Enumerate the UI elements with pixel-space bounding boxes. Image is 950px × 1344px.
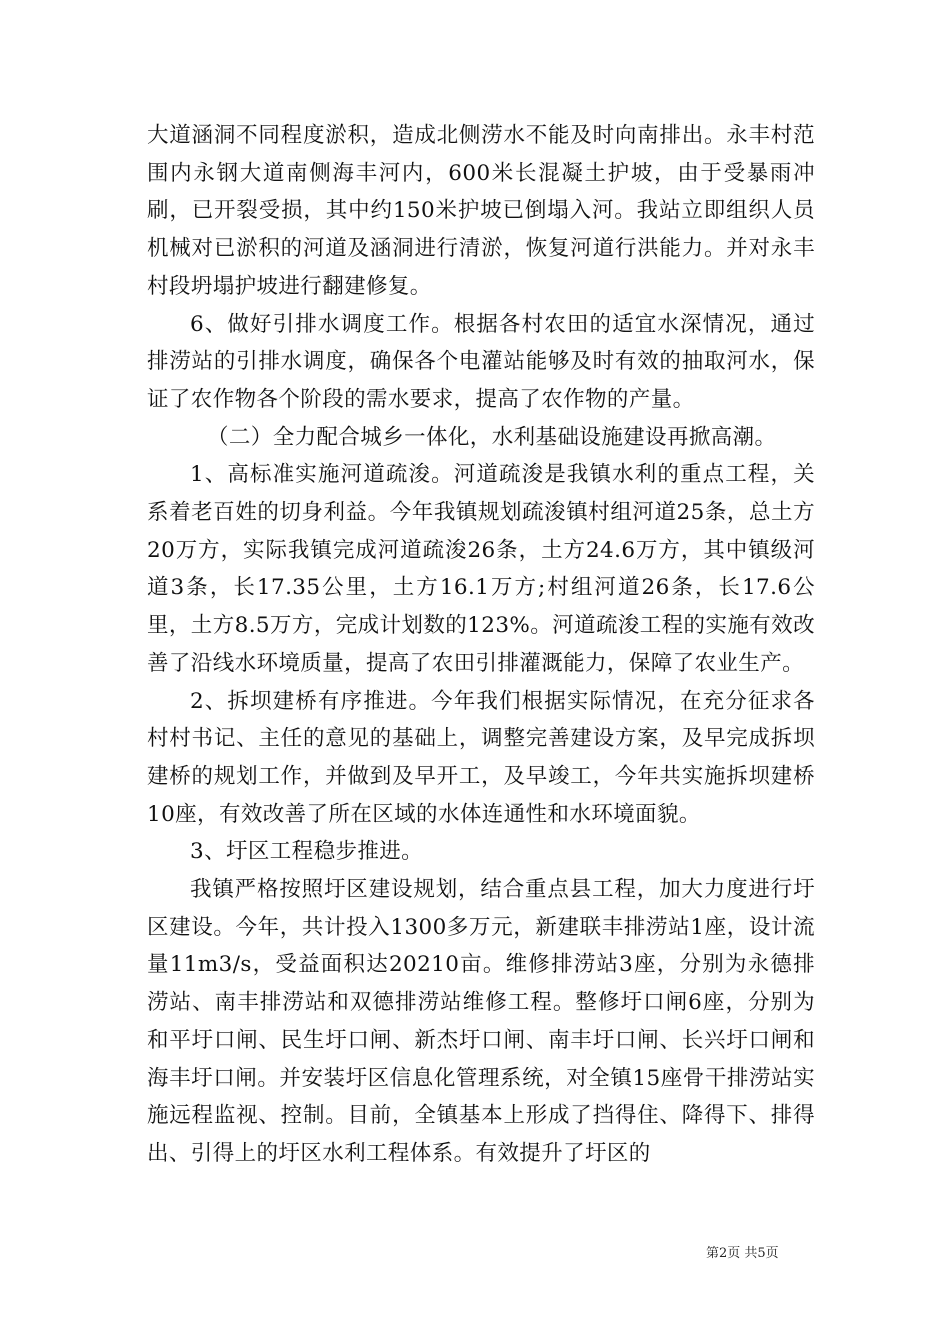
paragraph-item-1: 1、高标准实施河道疏浚。河道疏浚是我镇水利的重点工程，关系着老百姓的切身利益。今年我镇规划疏浚镇村组河道25条，总土方20万方，实际我镇完成河道疏浚26条，土方24.6万方，其中镇级河道3条，长17.35公里，土方16.1万方;村组河道26条，长17.6公里，土方8.5万方，完成计划数的123%。河道疏浚工程的实施有效改善了沿线水环境质量，提高了农田引排灌溉能力，保障了农业生产。 [147, 462, 815, 676]
paragraph-continued: 大道涵洞不同程度淤积，造成北侧涝水不能及时向南排出。永丰村范围内永钢大道南侧海丰河内，600米长混凝土护坡，由于受暴雨冲刷，已开裂受损，其中约150米护坡已倒塌入河。我站立即组织人员机械对已淤积的河道及涵洞进行清淤，恢复河道行洪能力。并对永丰村段坍塌护坡进行翻建修复。 [147, 123, 815, 299]
paragraph-item-3-body: 我镇严格按照圩区建设规划，结合重点县工程，加大力度进行圩区建设。今年，共计投入1300多万元，新建联丰排涝站1座，设计流量11m3/s，受益面积达20210亩。维修排涝站3座，分别为永德排涝站、南丰排涝站和双德排涝站维修工程。整修圩口闸6座，分别为和平圩口闸、民生圩口闸、新杰圩口闸、南丰圩口闸、长兴圩口闸和海丰圩口闸。并安装圩区信息化管理系统，对全镇15座骨干排涝站实施远程监视、控制。目前，全镇基本上形成了挡得住、降得下、排得出、引得上的圩区水利工程体系。有效提升了圩区的 [147, 877, 815, 1166]
paragraph-item-3-heading: 3、圩区工程稳步推进。 [190, 839, 424, 865]
paragraph-item-6: 6、做好引排水调度工作。根据各村农田的适宜水深情况，通过排涝站的引排水调度，确保各个电灌站能够及时有效的抽取河水，保证了农作物各个阶段的需水要求，提高了农作物的产量。 [147, 311, 815, 412]
document-body [147, 117, 815, 1173]
paragraph-item-2: 2、拆坝建桥有序推进。今年我们根据实际情况，在充分征求各村村书记、主任的意见的基础上，调整完善建设方案，及早完成拆坝建桥的规划工作，并做到及早开工，及早竣工，今年共实施拆坝建桥10座，有效改善了所在区域的水体连通性和水环境面貌。 [147, 688, 815, 827]
page-number: 第2页 共5页 [706, 1246, 779, 1261]
section-heading-2: （二）全力配合城乡一体化，水利基础设施建设再掀高潮。 [207, 424, 777, 450]
